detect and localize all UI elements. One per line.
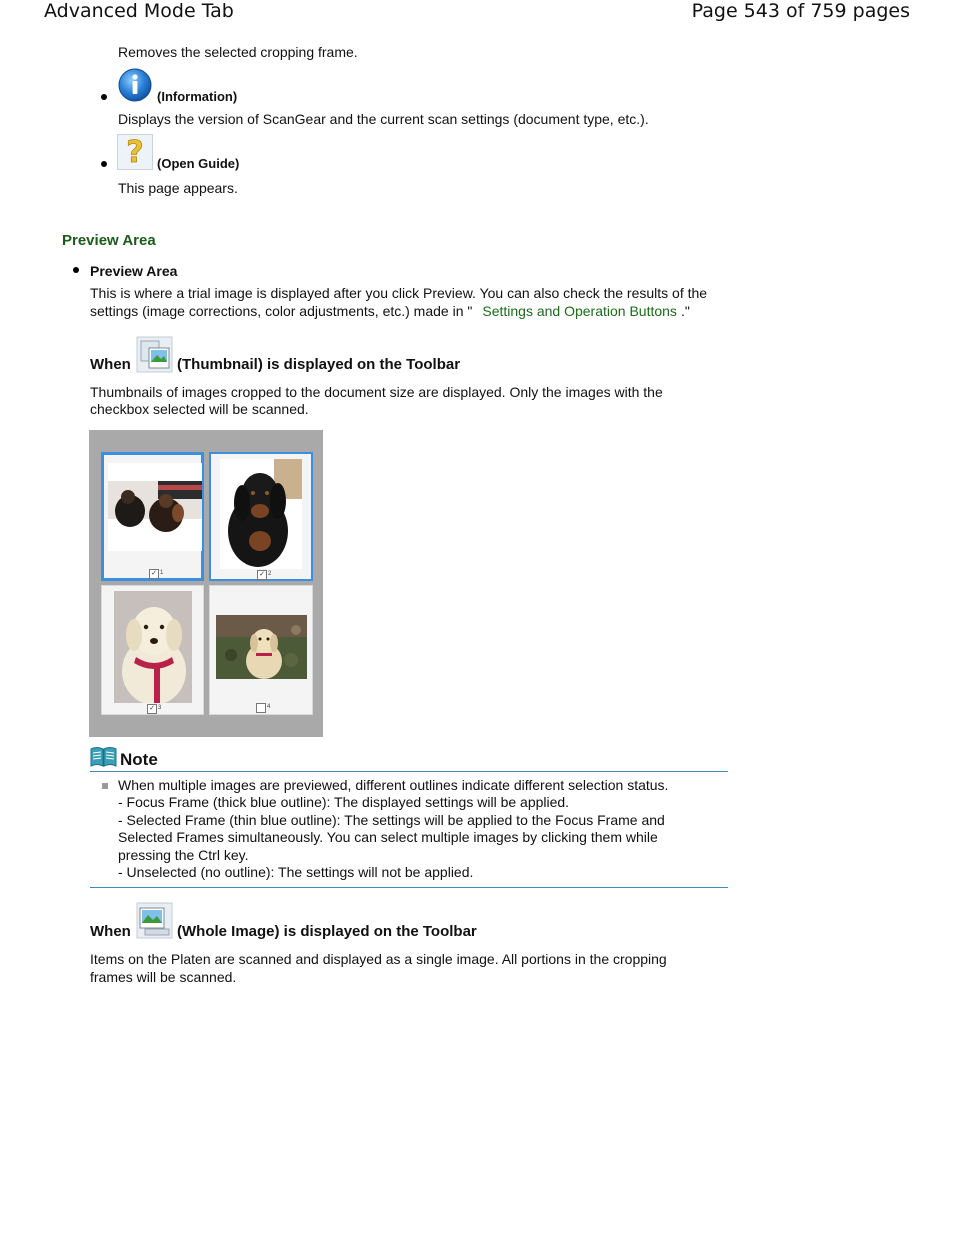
- preview-description-line: [90, 303, 690, 321]
- thumbnail-number-3: 3: [158, 705, 162, 711]
- thumbnail-heading-when: When: [90, 356, 131, 373]
- thumbnail-checkbox-4[interactable]: [256, 703, 266, 713]
- bullet: [101, 94, 107, 100]
- thumbnail-preview-panel: [89, 430, 323, 737]
- whole-image-heading-when: When: [90, 923, 131, 940]
- page-counter: Page 543 of 759 pages: [691, 0, 910, 22]
- whole-image-heading-title: (Whole Image) is displayed on the Toolbar: [177, 923, 477, 940]
- thumbnail-number-1: 1: [160, 570, 164, 576]
- thumbnail-cell-2[interactable]: [209, 452, 313, 581]
- thumbnail-description-line: checkbox selected will be scanned.: [90, 401, 309, 417]
- thumbnail-cell-3[interactable]: [101, 585, 204, 715]
- thumbnail-toolbar-icon: [136, 336, 173, 373]
- information-icon: [117, 67, 153, 103]
- preview-description-text: settings (image corrections, color adjustments, etc.) made in ": [90, 303, 473, 319]
- thumbnail-image-2: [220, 459, 302, 569]
- note-line: Selected Frames simultaneously. You can select multiple images by clicking them while: [118, 829, 658, 845]
- note-line: - Unselected (no outline): The settings will not be applied.: [118, 864, 474, 880]
- note-line: - Focus Frame (thick blue outline): The displayed settings will be applied.: [118, 794, 570, 810]
- preview-description-line: This is where a trial image is displayed after you click Preview. You can also check the results of the: [90, 285, 708, 301]
- section-title-preview-area: Preview Area: [62, 232, 156, 249]
- note-divider-bottom: [90, 887, 728, 888]
- note-book-icon: [90, 746, 117, 767]
- document-title: Advanced Mode Tab: [44, 0, 234, 22]
- thumbnail-image-4: [216, 615, 307, 679]
- remove-description: Removes the selected cropping frame.: [118, 44, 358, 60]
- open-guide-label: (Open Guide): [157, 156, 240, 171]
- open-guide-description: This page appears.: [118, 180, 238, 196]
- note-title: Note: [120, 750, 158, 769]
- bullet: [73, 267, 79, 273]
- settings-and-operation-buttons-link[interactable]: Settings and Operation Buttons: [482, 303, 677, 319]
- thumbnail-checkbox-1[interactable]: ✓: [149, 569, 159, 579]
- thumbnail-heading-title: (Thumbnail) is displayed on the Toolbar: [177, 356, 461, 373]
- thumbnail-number-2: 2: [268, 571, 272, 577]
- thumbnail-cell-4[interactable]: [209, 585, 313, 715]
- whole-image-toolbar-icon: [136, 902, 173, 939]
- whole-image-description-line: frames will be scanned.: [90, 969, 237, 985]
- note-line: - Selected Frame (thin blue outline): The settings will be applied to the Focus Frame and: [118, 812, 665, 828]
- svg-text:?: ?: [126, 135, 144, 170]
- note-divider-top: [90, 771, 728, 772]
- preview-description-text: .": [680, 303, 690, 319]
- note-bullet: [102, 783, 108, 789]
- thumbnail-description-line: Thumbnails of images cropped to the document size are displayed. Only the images with the: [90, 384, 663, 400]
- thumbnail-checkbox-2[interactable]: ✓: [257, 570, 267, 580]
- open-guide-icon: [117, 134, 153, 170]
- thumbnail-checkbox-3[interactable]: ✓: [147, 704, 157, 714]
- bullet: [101, 161, 107, 167]
- whole-image-description-line: Items on the Platen are scanned and displayed as a single image. All portions in the cropping: [90, 951, 667, 967]
- information-label: (Information): [157, 89, 238, 104]
- note-line: When multiple images are previewed, different outlines indicate different selection status.: [118, 777, 669, 793]
- thumbnail-number-4: 4: [267, 704, 271, 710]
- preview-area-label: Preview Area: [90, 263, 178, 279]
- thumbnail-cell-1[interactable]: [101, 452, 204, 581]
- information-description: Displays the version of ScanGear and the current scan settings (document type, etc.).: [118, 111, 649, 127]
- thumbnail-image-1: [108, 463, 202, 551]
- thumbnail-image-3: [114, 591, 192, 703]
- note-line: pressing the Ctrl key.: [118, 847, 249, 863]
